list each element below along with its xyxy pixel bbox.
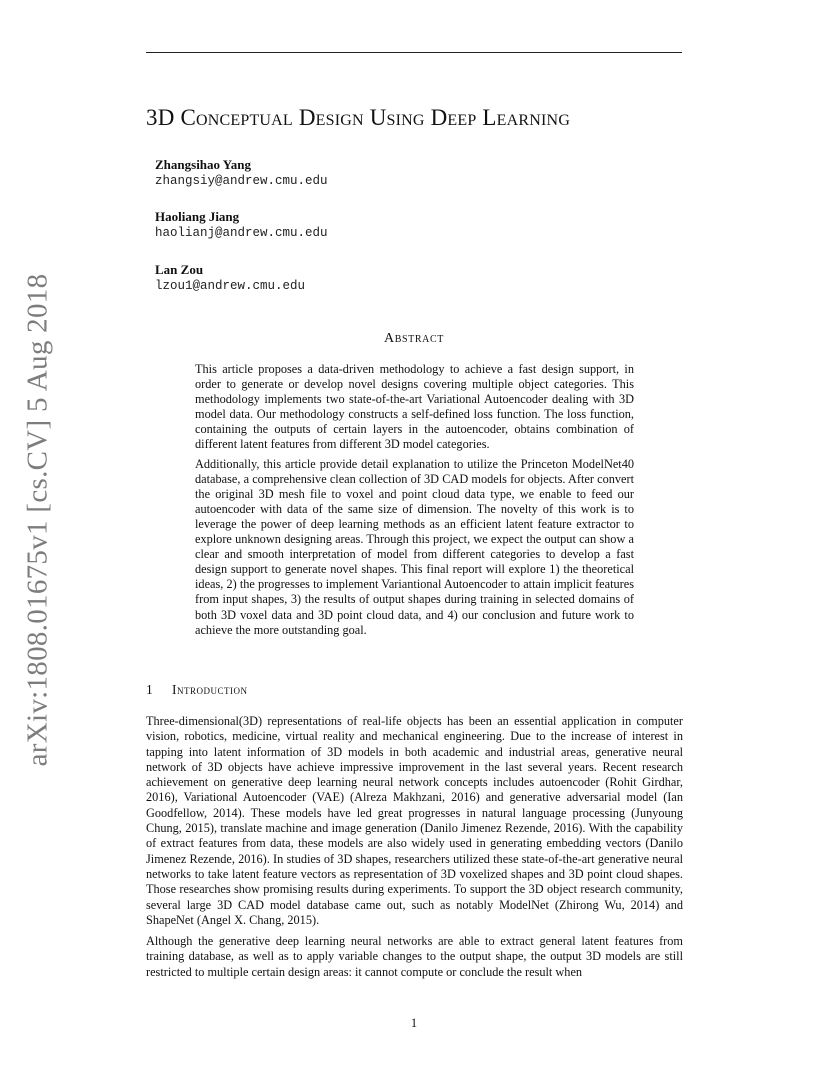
author-block (155, 156, 328, 190)
author-name: Haoliang Jiang (155, 209, 240, 224)
author-block (155, 261, 305, 295)
section-body (146, 714, 683, 986)
arxiv-stamp: arXiv:1808.01675v1 [cs.CV] 5 Aug 2018 (21, 273, 54, 767)
author-email: zhangsiy@andrew.cmu.edu (155, 174, 328, 188)
abstract-paragraph: This article proposes a data-driven methodology to achieve a fast design support, in order to generate or develop novel designs covering multiple object categories. This methodology implements two state-of-the-art Variational Autoencoder dealing with 3D model data. Our methodology constructs a self-defined loss function. The loss function, containing the outputs of certain layers in the autoencoder, obtains combination of different latent features from different 3D model categories. (195, 362, 634, 452)
page-number: 1 (410, 1016, 418, 1030)
author-email: haolianj@andrew.cmu.edu (155, 226, 328, 240)
abstract-body (195, 362, 634, 642)
author-name: Zhangsihao Yang (155, 157, 251, 172)
author-block (155, 208, 328, 242)
top-rule (146, 52, 682, 53)
abstract-heading: Abstract (384, 331, 444, 346)
section-title: Introduction (172, 682, 248, 697)
abstract-paragraph: Additionally, this article provide detail explanation to utilize the Princeton ModelNet40 database, a comprehensive clean collection of 3D CAD models for objects. After convert the original 3D mesh file to voxel and point cloud data type, we enable to feed our autoencoder with data of the same size of dimension. The novelty of this work is to leverage the power of deep learning methods as an efficient latent feature extractor to explore unknown designing areas. Through this project, we expect the output can show a clear and smooth interpretation of model from different categories to develop a fast design support to generate novel shapes. This final report will explore 1) the theoretical ideas, 2) the progresses to implement Variantional Autoencoder to attain implicit features from input shapes, 3) the results of output shapes during training in selected domains of both 3D voxel data and 3D point cloud data, and 4) our conclusion and future work to achieve the more outstanding goal. (195, 456, 634, 637)
section-heading (146, 682, 248, 698)
section-number: 1 (146, 682, 153, 697)
author-name: Lan Zou (155, 262, 204, 277)
author-email: lzou1@andrew.cmu.edu (155, 279, 306, 293)
paper-title: 3D Conceptual Design Using Deep Learning (146, 105, 571, 130)
body-paragraph: Although the generative deep learning neural networks are able to extract general latent features from training database, as well as to apply variable changes to the output shape, the output 3D models are still restricted to multiple certain design areas: it cannot compute or conclude the result when (146, 934, 683, 979)
body-paragraph: Three-dimensional(3D) representations of real-life objects has been an essential application in computer vision, robotics, medicine, virtual reality and mechanical engineering. Due to the increase of interest in tapping into latent information of 3D models in both academic and industrial areas, generative neural network of 3D objects have achieve impressive improvement in the last several years. Recent research achievement on generative deep learning neural network concepts includes autoencoder (Rohit Girdhar, 2016), Variational Autoencoder (VAE) (Alreza Makhzani, 2016) and generative adversarial model (Ian Goodfellow, 2014). These models have led great progresses in natural language processing (Junyoung Chung, 2015), translate machine and image generation (Danilo Jimenez Rezende, 2016). With the capability of extract features from data, these models are also widely used in generating embedding vectors (Danilo Jimenez Rezende, 2016). In studies of 3D shapes, researchers utilized these state-of-the-art generative neural networks to take latent feature vectors as representation of 3D voxelized shapes and 3D point cloud shapes. Those researches show promising results during experiments. To support the 3D object research community, several large 3D CAD model database came out, such as notably ModelNet (Zhirong Wu, 2014) and ShapeNet (Angel X. Chang, 2015). (146, 714, 683, 927)
